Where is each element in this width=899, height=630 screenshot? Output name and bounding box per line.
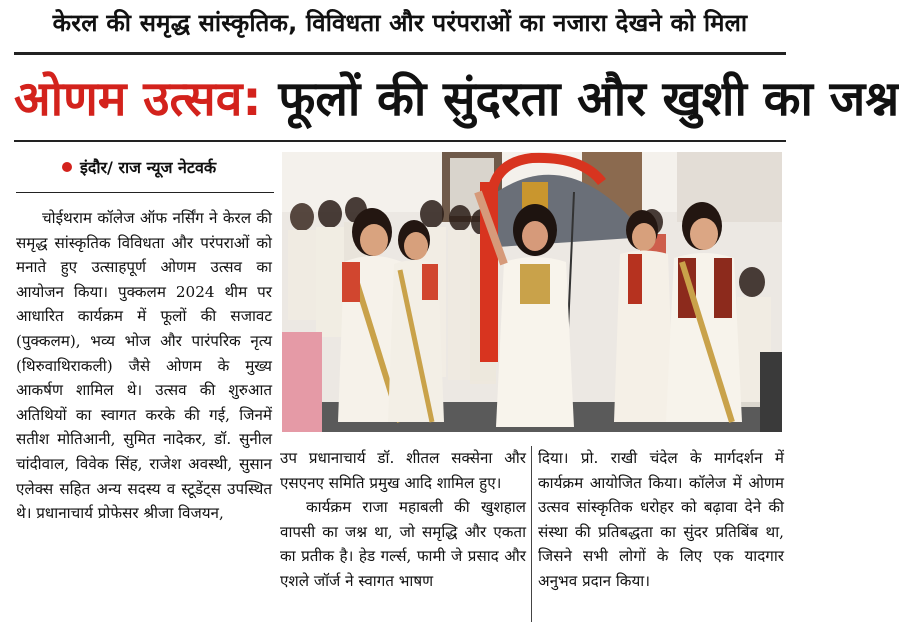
article-column-2 [280, 446, 526, 594]
article-paragraph: उप प्रधानाचार्य डॉ. शीतल सक्सेना और एसएनए समिति प्रमुख आदि शामिल हुए। [280, 449, 526, 492]
article-column-1 [16, 206, 272, 526]
headline-separator: : [242, 71, 262, 127]
news-photo [282, 152, 782, 432]
article-paragraph: चोईथराम कॉलेज ऑफ नर्सिंग ने केरल की समृद्ध सांस्कृतिक विविधता और परंपराओं को मनाते हुए उत्साहपूर्ण ओणम उत्सव का आयोजन किया। पुक्कलम 2024 थीम पर आधारित कार्यक्रम में फूलों की सजावट (पुक्कलम), भव्य भोज और पारंपरिक नृत्य (थिरुवाथिराकली) जैसे ओणम के मुख्य आकर्षण शामिल थे। उत्सव की शुरुआत अतिथियों का स्वागत करके की गई, जिनमें सतीश मोतिआनी, सुमित नादेकर, डॉ. सुनील चांदीवाल, विवेक सिंह, राजेश अवस्थी, सुसान एलेक्स सहित अन्य सदस्य व स्टूडेंट्स उपस्थित थे। प्रधानाचार्य प्रोफेसर श्रीजा विजयन, [16, 209, 272, 523]
article-column-3 [538, 446, 784, 594]
main-headline [14, 60, 899, 138]
dateline-rule [16, 192, 274, 193]
kicker-headline: केरल की समृद्ध सांस्कृतिक, विविधता और परंपराओं का नजारा देखने को मिला [52, 9, 748, 37]
dateline [62, 156, 216, 178]
headline-rest: फूलों की सुंदरता और खुशी का जश्न [261, 71, 899, 127]
onam-celebration-photo [282, 152, 782, 432]
headline-rule [14, 140, 786, 142]
column-divider [531, 446, 532, 622]
top-rule [14, 52, 786, 55]
headline-highlight: ओणम उत्सव [14, 71, 243, 127]
article-paragraph: दिया। प्रो. राखी चंदेल के मार्गदर्शन में कार्यक्रम आयोजित किया। कॉलेज में ओणम उत्सव सांस्कृतिक धरोहर को बढ़ावा देने की संस्था की प्रतिबद्धता का सुंदर प्रतिबिंब था, जिसने सभी लोगों के लिए एक यादगार अनुभव प्रदान किया। [538, 449, 784, 590]
article-paragraph: कार्यक्रम राजा महाबली की खुशहाल वापसी का जश्न था, जो समृद्धि और एकता का प्रतीक है। हेड गर्ल्स, फामी जे प्रसाद और एशले जॉर्ज ने स्वागत भाषण [280, 498, 526, 590]
dateline-text: इंदौर/ राज न्यूज नेटवर्क [80, 158, 217, 177]
